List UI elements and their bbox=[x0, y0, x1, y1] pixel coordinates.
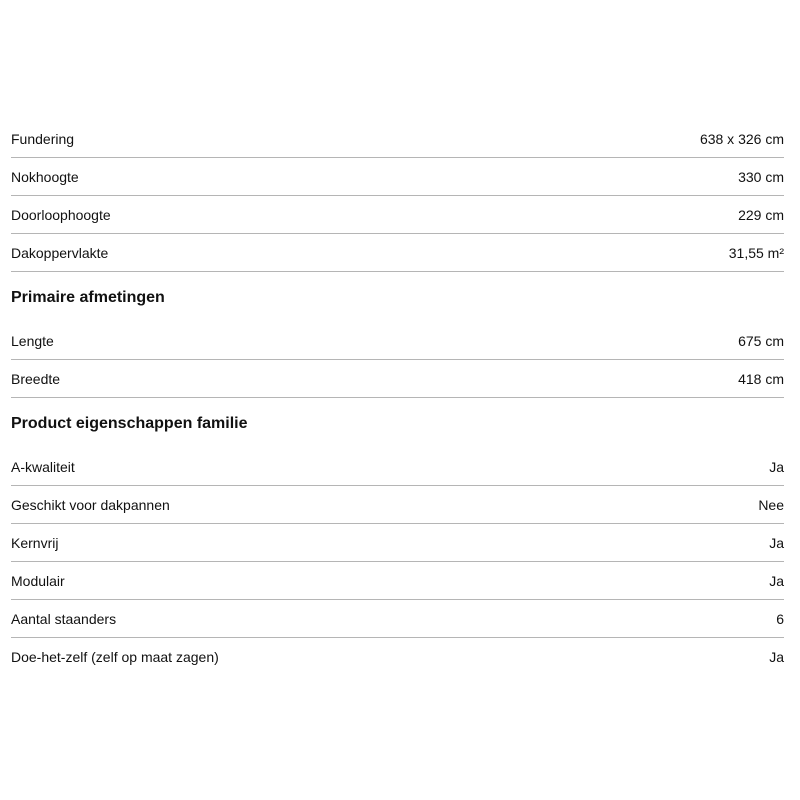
spec-value: 6 bbox=[776, 610, 784, 627]
spec-label: Doe-het-zelf (zelf op maat zagen) bbox=[11, 648, 219, 665]
spec-row-doe-het-zelf bbox=[11, 638, 784, 675]
spec-label: A-kwaliteit bbox=[11, 458, 75, 475]
spec-row-aantal-staanders bbox=[11, 600, 784, 638]
spec-label: Geschikt voor dakpannen bbox=[11, 496, 170, 513]
spec-label: Doorloophoogte bbox=[11, 206, 111, 223]
spec-value: 638 x 326 cm bbox=[699, 130, 784, 147]
spec-label: Lengte bbox=[11, 332, 54, 349]
section-heading-primaire-afmetingen: Primaire afmetingen bbox=[11, 289, 165, 306]
spec-row-dakoppervlakte bbox=[11, 234, 784, 272]
spec-value: 675 cm bbox=[738, 332, 784, 349]
spec-label: Nokhoogte bbox=[11, 168, 79, 185]
spec-label: Aantal staanders bbox=[11, 610, 117, 627]
spec-row-geschikt-voor-dakpannen bbox=[11, 486, 784, 524]
spec-value: 229 cm bbox=[738, 206, 784, 223]
spec-row-doorloophoogte bbox=[11, 196, 784, 234]
section-heading-product-eigenschappen: Product eigenschappen familie bbox=[11, 415, 248, 432]
specifications-table bbox=[11, 120, 784, 675]
spec-row-lengte bbox=[11, 322, 784, 360]
spec-row-modulair bbox=[11, 562, 784, 600]
spec-row-a-kwaliteit bbox=[11, 448, 784, 486]
spec-value: 31,55 m² bbox=[728, 244, 784, 261]
spec-value: Ja bbox=[769, 572, 784, 589]
spec-value: Ja bbox=[769, 534, 784, 551]
spec-row-fundering bbox=[11, 120, 784, 158]
spec-label: Breedte bbox=[11, 370, 61, 387]
spec-row-kernvrij bbox=[11, 524, 784, 562]
spec-value: Ja bbox=[769, 458, 784, 475]
spec-value: 330 cm bbox=[738, 168, 784, 185]
spec-value: 418 cm bbox=[738, 370, 784, 387]
spec-row-breedte bbox=[11, 360, 784, 398]
spec-row-nokhoogte bbox=[11, 158, 784, 196]
spec-label: Fundering bbox=[11, 130, 75, 147]
spec-label: Modulair bbox=[11, 572, 65, 589]
spec-value: Ja bbox=[769, 648, 784, 665]
spec-value: Nee bbox=[758, 496, 784, 513]
spec-label: Dakoppervlakte bbox=[11, 244, 109, 261]
spec-label: Kernvrij bbox=[11, 534, 59, 551]
